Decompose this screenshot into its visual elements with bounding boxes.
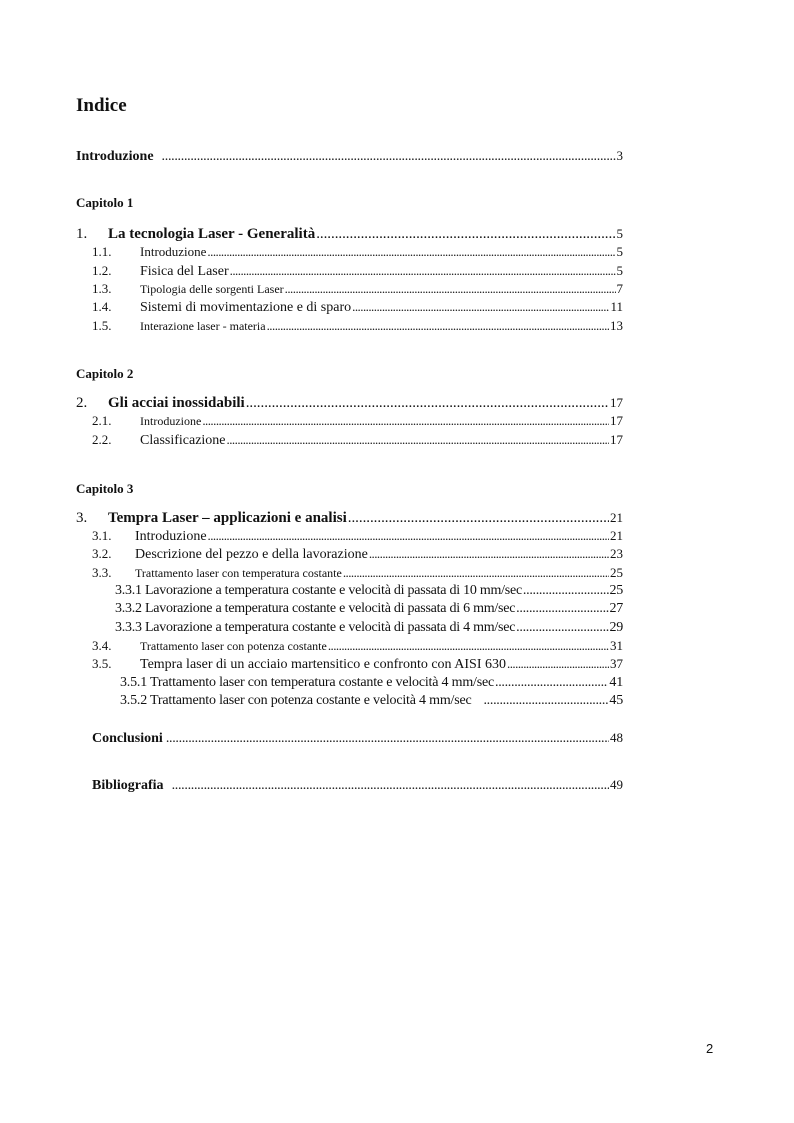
toc-entry-number: 3.1. bbox=[92, 528, 112, 543]
dot-leader bbox=[516, 620, 608, 637]
dot-leader bbox=[246, 394, 609, 412]
dot-leader bbox=[285, 281, 616, 297]
toc-entry-label: Bibliografia bbox=[92, 778, 164, 793]
toc-entry-number: 1.4. bbox=[92, 299, 112, 314]
dot-leader bbox=[208, 528, 609, 544]
toc-entry-sub[interactable] bbox=[115, 620, 623, 637]
toc-entry-page: 17 bbox=[610, 432, 623, 447]
toc-entry-number: 3.2. bbox=[92, 546, 112, 561]
toc-entry-label: Sistemi di movimentazione e di sparo bbox=[140, 300, 352, 315]
toc-entry-sub[interactable] bbox=[115, 583, 623, 600]
toc-chapter-heading[interactable] bbox=[76, 225, 623, 243]
dot-leader bbox=[227, 432, 609, 448]
toc-entry-conclusioni[interactable] bbox=[92, 730, 623, 748]
toc-entry-label: Introduzione bbox=[140, 414, 202, 428]
toc-entry-page: 21 bbox=[610, 528, 623, 543]
dot-leader bbox=[483, 693, 608, 710]
chapter-caption: Capitolo 2 bbox=[76, 366, 134, 381]
toc-chapter-heading[interactable] bbox=[76, 394, 623, 412]
toc-entry-number: 1.2. bbox=[92, 263, 112, 278]
toc-entry-label: 3.3.1 Lavorazione a temperatura costante e velocità di passata di 10 mm/sec bbox=[115, 583, 522, 598]
toc-entry-page: 5 bbox=[616, 226, 623, 241]
dot-leader bbox=[516, 601, 608, 618]
dot-leader bbox=[316, 225, 615, 243]
toc-entry-label: La tecnologia Laser - Generalità bbox=[108, 226, 316, 242]
toc-entry[interactable] bbox=[92, 565, 623, 581]
page-title: Indice bbox=[76, 95, 127, 116]
dot-leader bbox=[230, 263, 616, 279]
dot-leader bbox=[207, 244, 615, 260]
toc-entry-page: 29 bbox=[609, 620, 623, 635]
toc-entry-page: 41 bbox=[609, 675, 623, 690]
toc-entry-page: 23 bbox=[610, 546, 623, 561]
toc-entry-label: Trattamento laser con temperatura costante bbox=[135, 566, 342, 580]
toc-entry[interactable] bbox=[92, 638, 623, 654]
toc-entry[interactable] bbox=[92, 281, 623, 297]
toc-entry-page: 21 bbox=[610, 510, 623, 525]
toc-entry-sub[interactable] bbox=[120, 675, 623, 692]
toc-entry-label: Gli acciai inossidabili bbox=[108, 395, 245, 411]
toc-entry-label: Introduzione bbox=[135, 529, 207, 544]
toc-entry-number: 2.2. bbox=[92, 432, 112, 447]
toc-entry-number: 3.3. bbox=[92, 565, 112, 580]
toc-entry-label: 3.3.2 Lavorazione a temperatura costante e velocità di passata di 6 mm/sec bbox=[115, 601, 516, 616]
page-number: 2 bbox=[706, 1041, 714, 1056]
toc-entry-page: 31 bbox=[610, 638, 623, 653]
toc-entry-number: 2.1. bbox=[92, 413, 112, 428]
toc-entry-label: Tempra Laser – applicazioni e analisi bbox=[108, 510, 347, 526]
dot-leader bbox=[348, 509, 609, 527]
dot-leader bbox=[343, 565, 609, 581]
toc-entry-label: 3.3.3 Lavorazione a temperatura costante e velocità di passata di 4 mm/sec bbox=[115, 620, 516, 635]
toc-entry-label: Trattamento laser con potenza costante bbox=[140, 639, 327, 653]
dot-leader bbox=[202, 413, 609, 429]
toc-entry-page: 11 bbox=[610, 299, 623, 314]
toc-entry-bibliografia[interactable] bbox=[92, 777, 623, 795]
toc-entry-page: 25 bbox=[610, 565, 623, 580]
dot-leader bbox=[166, 731, 609, 748]
toc-entry-number: 1. bbox=[76, 226, 88, 242]
toc-entry-label: Introduzione bbox=[76, 149, 154, 164]
toc-entry-number: 2. bbox=[76, 395, 88, 411]
toc-entry-number: 1.3. bbox=[92, 281, 112, 296]
toc-entry-page: 5 bbox=[616, 244, 623, 259]
toc-entry[interactable] bbox=[92, 263, 623, 281]
toc-entry-label: Tempra laser di un acciaio martensitico e confronto con AISI 630 bbox=[140, 657, 507, 672]
dot-leader bbox=[267, 318, 609, 334]
dot-leader bbox=[172, 778, 609, 795]
dot-leader bbox=[162, 149, 616, 166]
toc-entry-label: 3.5.1 Trattamento laser con temperatura costante e velocità 4 mm/sec bbox=[120, 675, 494, 690]
toc-entry-number: 1.5. bbox=[92, 318, 112, 333]
toc-entry[interactable] bbox=[92, 432, 623, 450]
toc-entry[interactable] bbox=[92, 656, 623, 674]
dot-leader bbox=[328, 638, 609, 654]
toc-entry-page: 17 bbox=[610, 413, 623, 428]
toc-entry-label: Introduzione bbox=[140, 244, 207, 259]
toc-entry-label: 3.5.2 Trattamento laser con potenza costante e velocità 4 mm/sec bbox=[120, 693, 472, 708]
toc-entry-number: 3.5. bbox=[92, 656, 112, 671]
toc-entry[interactable] bbox=[92, 546, 623, 564]
toc-entry[interactable] bbox=[92, 413, 623, 429]
dot-leader bbox=[495, 675, 608, 692]
toc-entry[interactable] bbox=[92, 299, 623, 317]
toc-entry-page: 7 bbox=[616, 281, 623, 296]
toc-entry-page: 45 bbox=[609, 693, 623, 708]
toc-entry[interactable] bbox=[92, 318, 623, 334]
toc-entry-label: Descrizione del pezzo e della lavorazione bbox=[135, 547, 368, 562]
dot-leader bbox=[507, 656, 609, 672]
toc-entry-sub[interactable] bbox=[115, 601, 623, 618]
toc-chapter-heading[interactable] bbox=[76, 509, 623, 527]
toc-entry-page: 37 bbox=[610, 656, 623, 671]
toc-entry-page: 17 bbox=[610, 395, 623, 410]
toc-entry-number: 1.1. bbox=[92, 244, 112, 259]
toc-entry[interactable] bbox=[92, 528, 623, 546]
toc-entry-label: Conclusioni bbox=[92, 731, 163, 746]
toc-entry-label: Interazione laser - materia bbox=[140, 319, 266, 333]
toc-entry-sub[interactable] bbox=[120, 693, 623, 710]
toc-entry-label: Tipologia delle sorgenti Laser bbox=[140, 282, 284, 296]
chapter-caption: Capitolo 3 bbox=[76, 481, 134, 496]
toc-entry-page: 27 bbox=[609, 601, 623, 616]
toc-entry-page: 49 bbox=[610, 777, 623, 792]
toc-entry-introduzione[interactable] bbox=[76, 148, 623, 166]
toc-entry[interactable] bbox=[92, 244, 623, 260]
toc-entry-label: Fisica del Laser bbox=[140, 264, 229, 279]
toc-entry-page: 13 bbox=[610, 318, 623, 333]
toc-entry-page: 25 bbox=[609, 583, 623, 598]
dot-leader bbox=[352, 299, 609, 315]
toc-entry-page: 5 bbox=[616, 263, 623, 278]
toc-entry-page: 48 bbox=[610, 730, 623, 745]
toc-entry-number: 3. bbox=[76, 510, 88, 526]
dot-leader bbox=[523, 583, 609, 600]
toc-entry-number: 3.4. bbox=[92, 638, 112, 653]
chapter-caption: Capitolo 1 bbox=[76, 195, 134, 210]
toc-entry-label: Classificazione bbox=[140, 433, 226, 448]
toc-entry-page: 3 bbox=[616, 148, 623, 163]
dot-leader bbox=[369, 546, 609, 562]
